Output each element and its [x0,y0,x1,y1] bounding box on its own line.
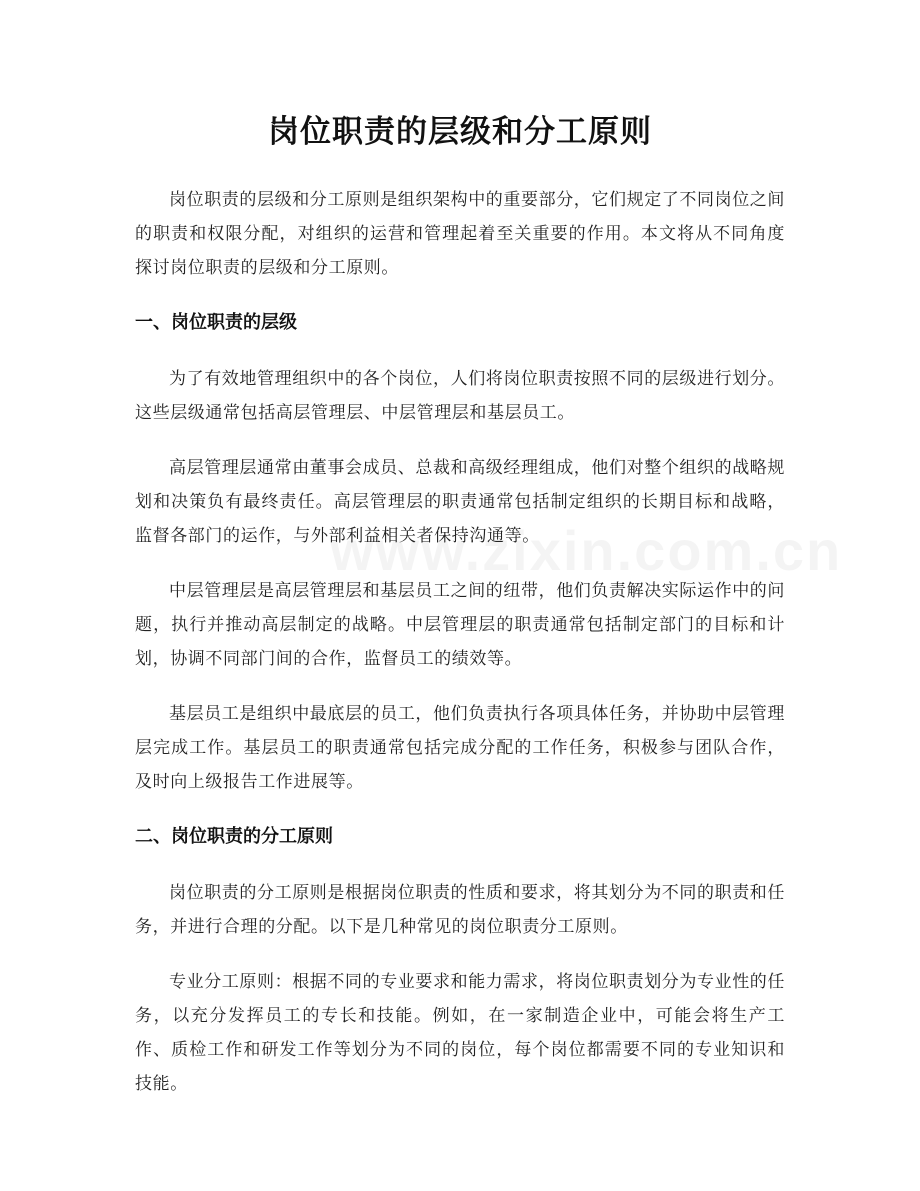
section1-paragraph-1: 为了有效地管理组织中的各个岗位，人们将岗位职责按照不同的层级进行划分。这些层级通常包括高层管理层、中层管理层和基层员工。 [135,369,785,423]
section1-paragraph-4: 基层员工是组织中最底层的员工，他们负责执行各项具体任务，并协助中层管理层完成工作。基层员工的职责通常包括完成分配的工作任务，积极参与团队合作，及时向上级报告工作进展等。 [135,704,785,792]
section-heading-division: 二、岗位职责的分工原则 [135,826,333,847]
section1-paragraph-3: 中层管理层是高层管理层和基层员工之间的纽带，他们负责解决实际运作中的问题，执行并推动高层制定的战略。中层管理层的职责通常包括制定部门的目标和计划，协调不同部门间的合作，监督员工的绩效等。 [135,581,785,669]
document-body [135,183,785,1122]
section2-paragraph-1: 岗位职责的分工原则是根据岗位职责的性质和要求，将其划分为不同的职责和任务，并进行合理的分配。以下是几种常见的岗位职责分工原则。 [135,883,785,937]
section2-paragraph-2: 专业分工原则：根据不同的专业要求和能力需求，将岗位职责划分为专业性的任务，以充分发挥员工的专长和技能。例如，在一家制造企业中，可能会将生产工作、质检工作和研发工作等划分为不同的岗位，每个岗位都需要不同的专业知识和技能。 [135,972,785,1094]
document-title: 岗位职责的层级和分工原则 [268,114,652,150]
intro-paragraph: 岗位职责的层级和分工原则是组织架构中的重要部分，它们规定了不同岗位之间的职责和权限分配，对组织的运营和管理起着至关重要的作用。本文将从不同角度探讨岗位职责的层级和分工原则。 [135,190,785,278]
section-heading-levels: 一、岗位职责的层级 [135,312,297,333]
section1-paragraph-2: 高层管理层通常由董事会成员、总裁和高级经理组成，他们对整个组织的战略规划和决策负有最终责任。高层管理层的职责通常包括制定组织的长期目标和战略，监督各部门的运作，与外部利益相关者保持沟通等。 [135,458,785,546]
